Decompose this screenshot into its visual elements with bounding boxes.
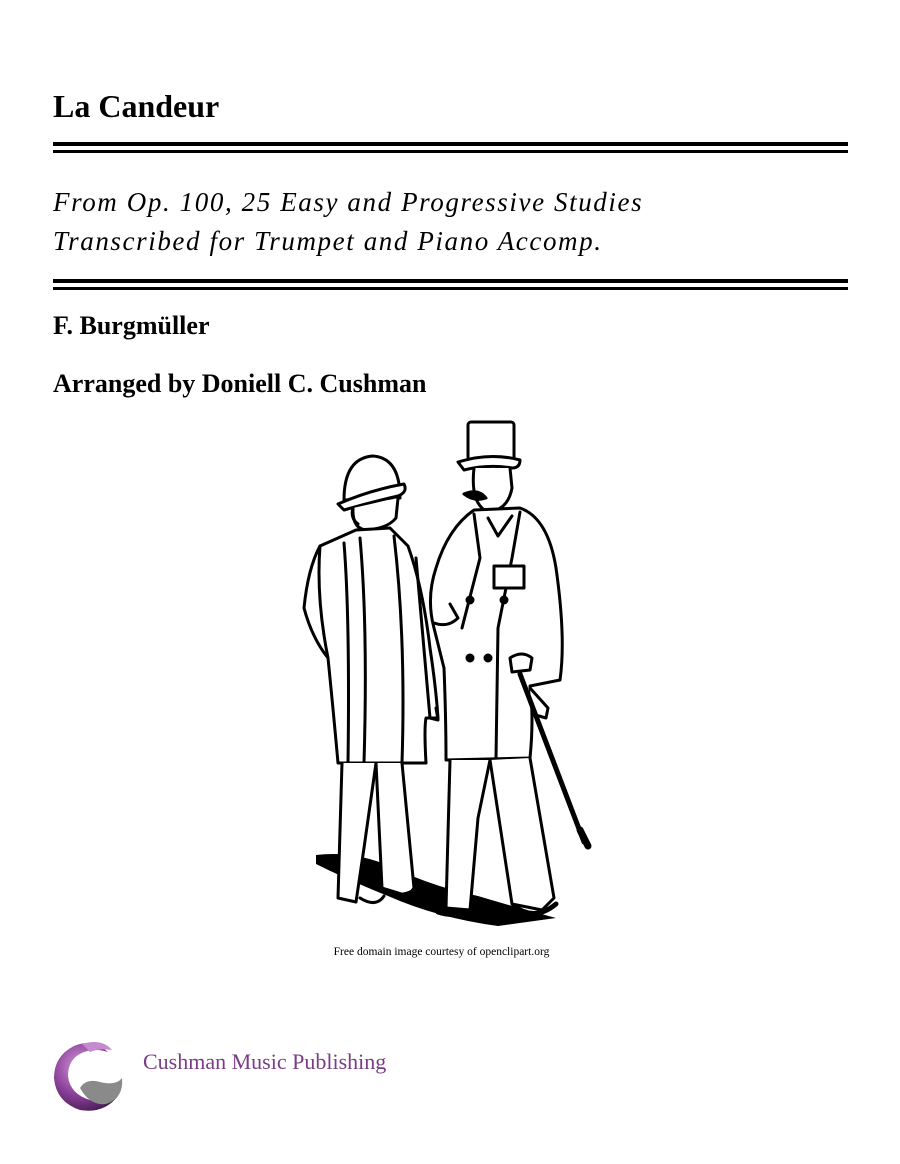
gentlemen-illustration-icon <box>298 418 598 933</box>
subtitle-line-1: From Op. 100, 25 Easy and Progressive Studies <box>53 187 644 217</box>
publisher-logo-icon <box>52 1038 126 1112</box>
top-divider <box>53 142 848 153</box>
page-title: La Candeur <box>53 88 220 124</box>
composer-name: F. Burgmüller <box>53 311 210 340</box>
subtitle-line-2: Transcribed for Trumpet and Piano Accomp. <box>53 226 603 256</box>
image-credit: Free domain image courtesy of openclipart.org <box>333 946 550 958</box>
arranger-credit: Arranged by Doniell C. Cushman <box>53 369 427 398</box>
subtitle-block <box>53 183 643 261</box>
bottom-divider <box>53 279 848 290</box>
publisher-name: Cushman Music Publishing <box>143 1049 387 1074</box>
